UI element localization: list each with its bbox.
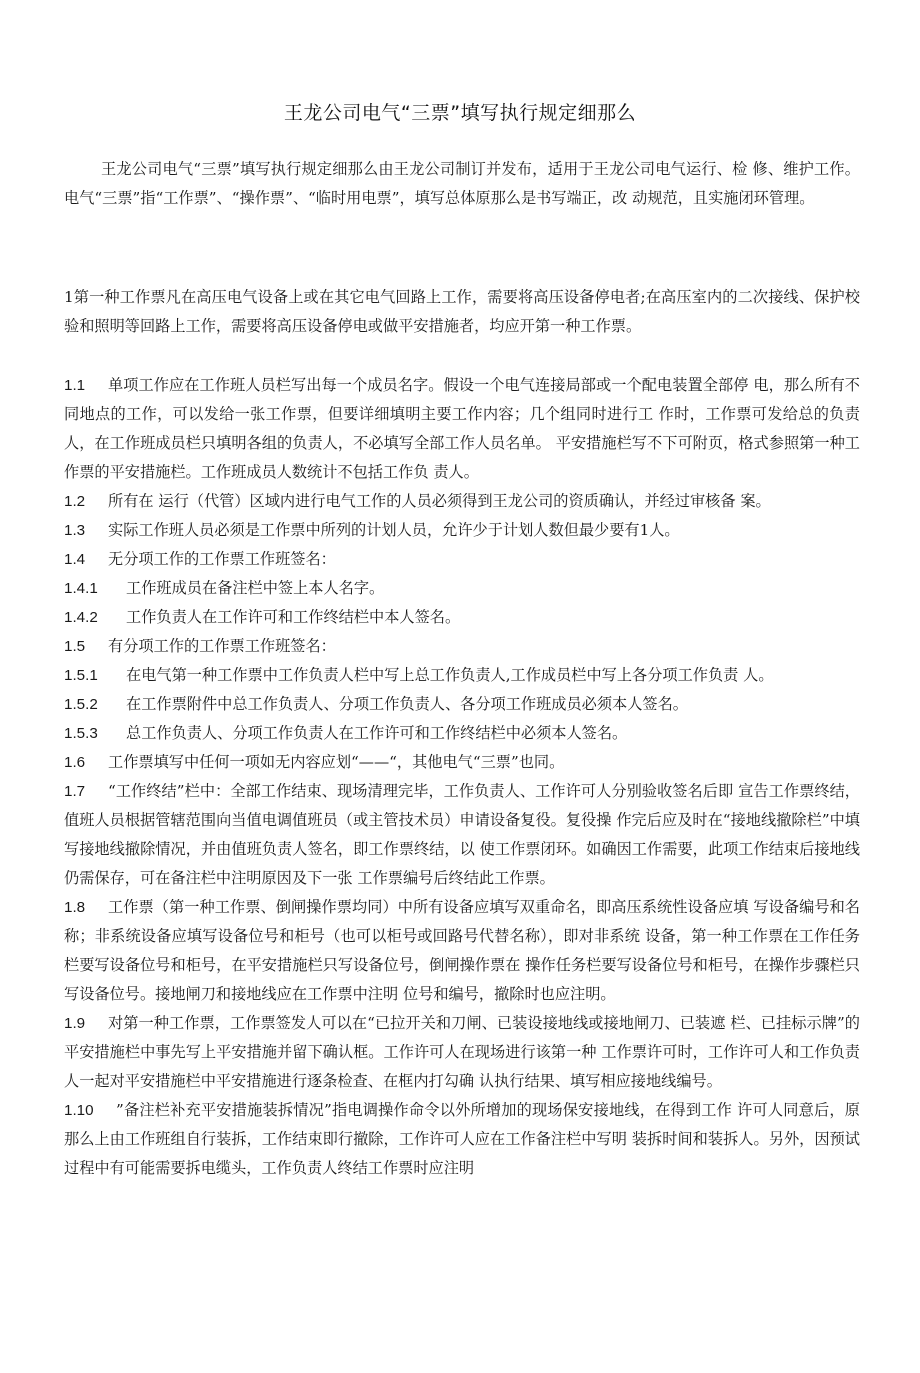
- clause-text: 工作负责人在工作许可和工作终结栏中本人签名。: [126, 608, 461, 626]
- section-1-paragraph: 1第一种工作票凡在高压电气设备上或在其它电气回路上工作，需要将高压设备停电者;在高压室内的二次接线、保护校验和照明等回路上工作，需要将高压设备停电或做平安措施者，均应开第一种工作票。: [64, 288, 860, 335]
- clause-1-5-1: [64, 661, 860, 690]
- clause-number: 1.3: [64, 522, 86, 539]
- document-title: 王龙公司电气“三票”填写执行规定细那么: [283, 102, 637, 124]
- clause-number: 1.4.1: [64, 580, 98, 597]
- clause-text: ”备注栏补充平安措施装拆情况”指电调操作命令以外所增加的现场保安接地线，在得到工作 许可人同意后，原那么上由工作班组自行装拆，工作结束即行撤除，工作许可人应在工作备注栏中写明 装拆时间和装拆人。另外，因预试过程中有可能需要拆电缆头，工作负责人终结工作票时应注明: [64, 1101, 860, 1177]
- clause-number: 1.5: [64, 638, 86, 655]
- clause-1-8: [64, 893, 860, 1009]
- clause-1-6: [64, 748, 860, 777]
- clause-text: 工作票（第一种工作票、倒闸操作票均同）中所有设备应填写双重命名，即高压系统性设备应填 写设备编号和名称；非系统设备应填写设备位号和柜号（也可以柜号或回路号代替名称），即对非系统 设备，第一种工作票在工作任务栏要写设备位号和柜号，在平安措施栏只写设备位号，倒闸操作票在 操作任务栏要写设备位号和柜号，在操作步骤栏只写设备位号。接地闸刀和接地线应在工作票中注明 位号和编号，撤除时也应注明。: [64, 898, 860, 1003]
- clause-text: 总工作负责人、分项工作负责人在工作许可和工作终结栏中必须本人签名。: [126, 724, 628, 742]
- clause-1-5-2: [64, 690, 860, 719]
- clause-text: 工作班成员在备注栏中签上本人名字。: [126, 579, 385, 597]
- clause-number: 1.5.2: [64, 696, 98, 713]
- clause-text: 单项工作应在工作班人员栏写出每一个成员名字。假设一个电气连接局部或一个配电装置全部停 电，那么所有不同地点的工作，可以发给一张工作票，但要详细填明主要工作内容；几个组同时进行工 作时，工作票可发给总的负责人，在工作班成员栏只填明各组的负责人，不必填写全部工作人员名单。 平安措施栏写不下可附页，格式参照第一种工作票的平安措施栏。工作班成员人数统计不包括工作负 责人。: [64, 376, 860, 481]
- clause-text: “工作终结”栏中：全部工作结束、现场清理完毕，工作负责人、工作许可人分别验收签名后即 宣告工作票终结，值班人员根据管辖范围向当值电调值班员（或主管技术员）申请设备复役。复役操 作完后应及时在“接地线撤除栏”中填写接地线撤除情况，并由值班负责人签名，即工作票终结，以 使工作票闭环。如确因工作需要，此项工作结束后接地线仍需保存，可在备注栏中注明原因及下一张 工作票编号后终结此工作票。: [64, 782, 860, 887]
- clause-text: 无分项工作的工作票工作班签名：: [108, 550, 336, 568]
- clause-number: 1.10: [64, 1102, 94, 1119]
- clause-text: 在工作票附件中总工作负责人、分项工作负责人、各分项工作班成员必须本人签名。: [126, 695, 688, 713]
- clause-1-7: [64, 777, 860, 893]
- clause-number: 1.8: [64, 899, 86, 916]
- clause-1-2: [64, 487, 860, 516]
- clause-1-5-3: [64, 719, 860, 748]
- clause-list: [64, 371, 860, 1183]
- clause-text: 所有在 运行（代管）区域内进行电气工作的人员必须得到王龙公司的资质确认，并经过审核备 案。: [108, 492, 771, 510]
- clause-1-10: [64, 1096, 860, 1183]
- clause-number: 1.1: [64, 377, 86, 394]
- clause-text: 对第一种工作票，工作票签发人可以在“已拉开关和刀闸、已装设接地线或接地闸刀、已装遮 栏、已挂标示牌”的平安措施栏中事先写上平安措施并留下确认框。工作许可人在现场进行该第一种 工作票许可时，工作许可人和工作负责人一起对平安措施栏中平安措施进行逐条检查、在框内打勾确 认执行结果、填写相应接地线编号。: [64, 1014, 860, 1090]
- clause-text: 工作票填写中任何一项如无内容应划“——“，其他电气“三票”也同。: [108, 753, 565, 771]
- clause-1-4: [64, 545, 860, 574]
- clause-1-3: [64, 516, 860, 545]
- clause-1-5: [64, 632, 860, 661]
- clause-1-1: [64, 371, 860, 487]
- clause-1-4-2: [64, 603, 860, 632]
- clause-text: 实际工作班人员必须是工作票中所列的计划人员，允许少于计划人数但最少要有1人。: [108, 521, 680, 539]
- clause-1-9: [64, 1009, 860, 1096]
- clause-number: 1.4.2: [64, 609, 98, 626]
- clause-number: 1.4: [64, 551, 86, 568]
- clause-text: 在电气第一种工作票中工作负责人栏中写上总工作负责人,工作成员栏中写上各分项工作负责 人。: [126, 666, 774, 684]
- intro-paragraph: 王龙公司电气“三票”填写执行规定细那么由王龙公司制订并发布，适用于王龙公司电气运行、检 修、维护工作。电气“三票”指“工作票”、“操作票”、“临时用电票”，填写总体原那么是书写端正，改 动规范，且实施闭环管理。: [64, 160, 860, 207]
- clause-number: 1.5.3: [64, 725, 98, 742]
- clause-number: 1.6: [64, 754, 86, 771]
- clause-number: 1.9: [64, 1015, 86, 1032]
- clause-1-4-1: [64, 574, 860, 603]
- clause-text: 有分项工作的工作票工作班签名：: [108, 637, 336, 655]
- clause-number: 1.7: [64, 783, 86, 800]
- clause-number: 1.2: [64, 493, 86, 510]
- clause-number: 1.5.1: [64, 667, 98, 684]
